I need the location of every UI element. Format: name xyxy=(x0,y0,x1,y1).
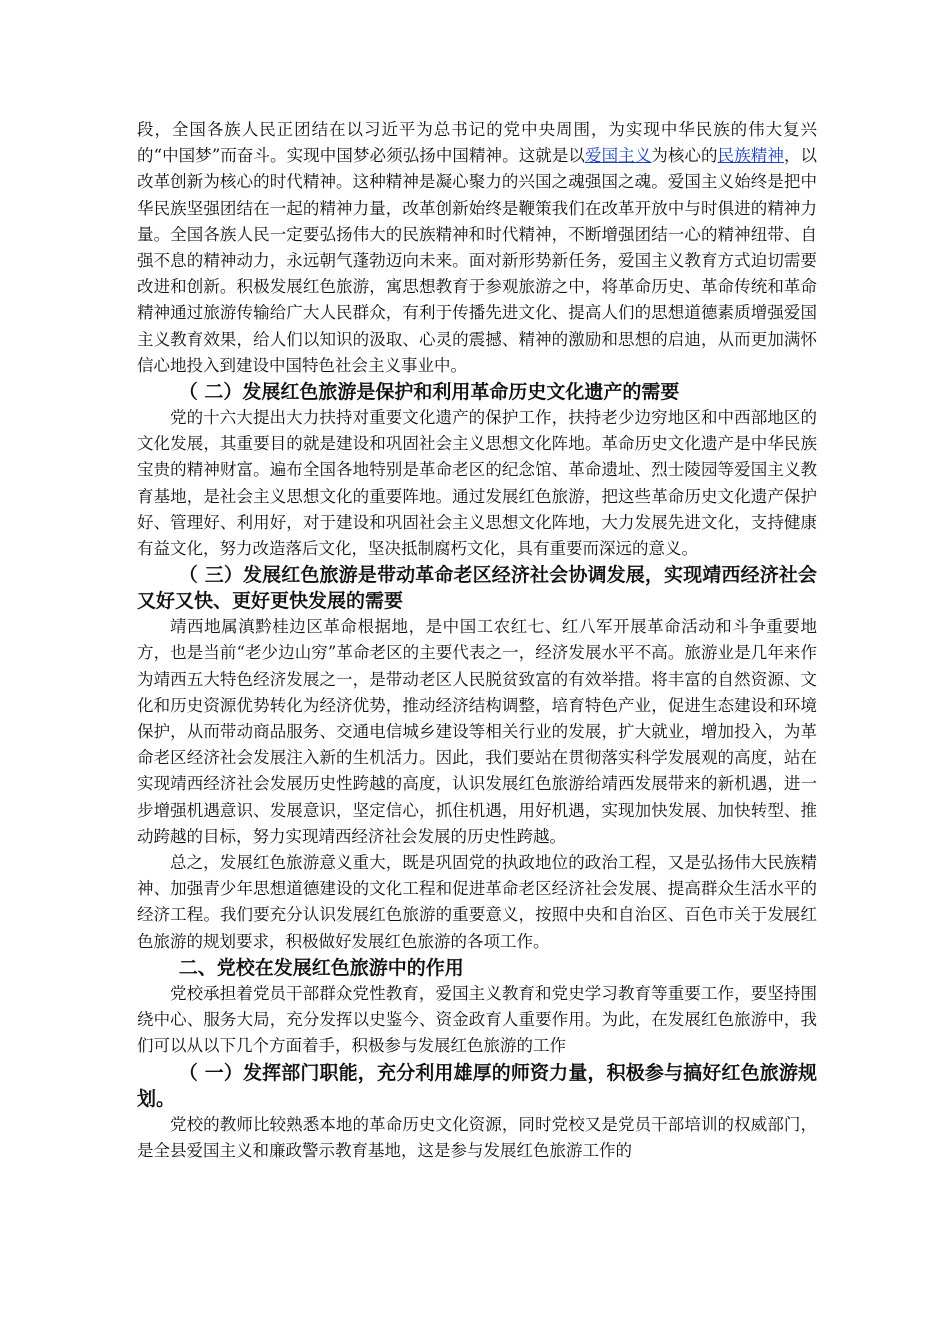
paragraph-1-text-a: 段，全国各族人民正团结在以习近平为总书记的党中央周围，为实现中华民族的伟大复兴的“中国梦”而奋斗。实现中国梦必须弘扬中国精神。这就是以 xyxy=(137,120,817,166)
paragraph-1-text-c: ，以改革创新为核心的时代精神。这种精神是凝心聚力的兴国之魂强国之魂。爱国主义始终是把中华民族坚强团结在一起的精神力量，改革创新始终是鞭策我们在改革开放中与时俱进的精神力量。全国各族人民一定要弘扬伟大的民族精神和时代精神，不断增强团结一心的精神纽带、自强不息的精神动力，永远朝气蓬勃迈向未来。面对新形势新任务，爱国主义教育方式迫切需要改进和创新。积极发展红色旅游，寓思想教育于参观旅游之中，将革命历史、革命传统和革命精神通过旅游传输给广大人民群众，有利于传播先进文化、提高人们的思想道德素质增强爱国主义教育效果，给人们以知识的汲取、心灵的震撼、精神的激励和思想的启迪，从而更加满怀信心地投入到建设中国特色社会主义事业中。 xyxy=(137,146,818,375)
paragraph-1 xyxy=(137,117,817,379)
link-patriotism[interactable]: 爱国主义 xyxy=(585,146,652,166)
heading-subsection-1: （ 一）发挥部门职能，充分利用雄厚的师资力量，积极参与搞好红色旅游规划。 xyxy=(137,1061,817,1110)
heading-section-2: （ 二）发展红色旅游是保护和利用革命历史文化遗产的需要 xyxy=(178,381,680,404)
document-page xyxy=(137,117,817,1164)
paragraph-1-text-b: 为核心的 xyxy=(651,146,718,166)
link-national-spirit[interactable]: 民族精神 xyxy=(717,146,784,166)
paragraph-2: 党的十六大提出大力扶持对重要文化遗产的保护工作，扶持老少边穷地区和中西部地区的文化发展，其重要目的就是建设和巩固社会主义思想文化阵地。革命历史文化遗产是中华民族宝贵的精神财富。遍布全国各地特别是革命老区的纪念馆、革命遗址、烈士陵园等爱国主义教育基地，是社会主义思想文化的重要阵地。通过发展红色旅游，把这些革命历史文化遗产保护好、管理好、利用好，对于建设和巩固社会主义思想文化阵地，大力发展先进文化，支持健康有益文化，努力改造落后文化，坚决抵制腐朽文化，具有重要而深远的意义。 xyxy=(137,408,817,559)
heading-section-3: （ 三）发展红色旅游是带动革命老区经济社会协调发展，实现靖西经济社会又好又快、更好更快发展的需要 xyxy=(137,564,817,613)
paragraph-6: 党校的教师比较熟悉本地的革命历史文化资源，同时党校又是党员干部培训的权威部门，是全县爱国主义和廉政警示教育基地，这是参与发展红色旅游工作的 xyxy=(137,1114,817,1160)
heading-part-2: 二、党校在发展红色旅游中的作用 xyxy=(178,956,464,979)
paragraph-3: 靖西地属滇黔桂边区革命根据地，是中国工农红七、红八军开展革命活动和斗争重要地方，也是当前“老少边山穷”革命老区的主要代表之一，经济发展水平不高。旅游业是几年来作为靖西五大特色经济发展之一，是带动老区人民脱贫致富的有效举措。将丰富的自然资源、文化和历史资源优势转化为经济优势，推动经济结构调整，培育特色产业，促进生态建设和环境保护，从而带动商品服务、交通电信城乡建设等相关行业的发展，扩大就业，增加投入，为革命老区经济社会发展注入新的生机活力。因此，我们要站在贯彻落实科学发展观的高度，站在实现靖西经济社会发展历史性跨越的高度，认识发展红色旅游给靖西发展带来的新机遇，进一步增强机遇意识、发展意识，坚定信心，抓住机遇，用好机遇，实现加快发展、加快转型、推动跨越的目标，努力实现靖西经济社会发展的历史性跨越。 xyxy=(137,617,817,846)
paragraph-4: 总之，发展红色旅游意义重大，既是巩固党的执政地位的政治工程，又是弘扬伟大民族精神、加强青少年思想道德建设的文化工程和促进革命老区经济社会发展、提高群众生活水平的经济工程。我们要充分认识发展红色旅游的重要意义，按照中央和自治区、百色市关于发展红色旅游的规划要求，积极做好发展红色旅游的各项工作。 xyxy=(137,853,817,951)
paragraph-5: 党校承担着党员干部群众党性教育，爱国主义教育和党史学习教育等重要工作，要坚持围绕中心、服务大局，充分发挥以史鉴今、资金政育人重要作用。为此，在发展红色旅游中，我们可以从以下几个方面着手，积极参与发展红色旅游的工作 xyxy=(137,983,817,1056)
